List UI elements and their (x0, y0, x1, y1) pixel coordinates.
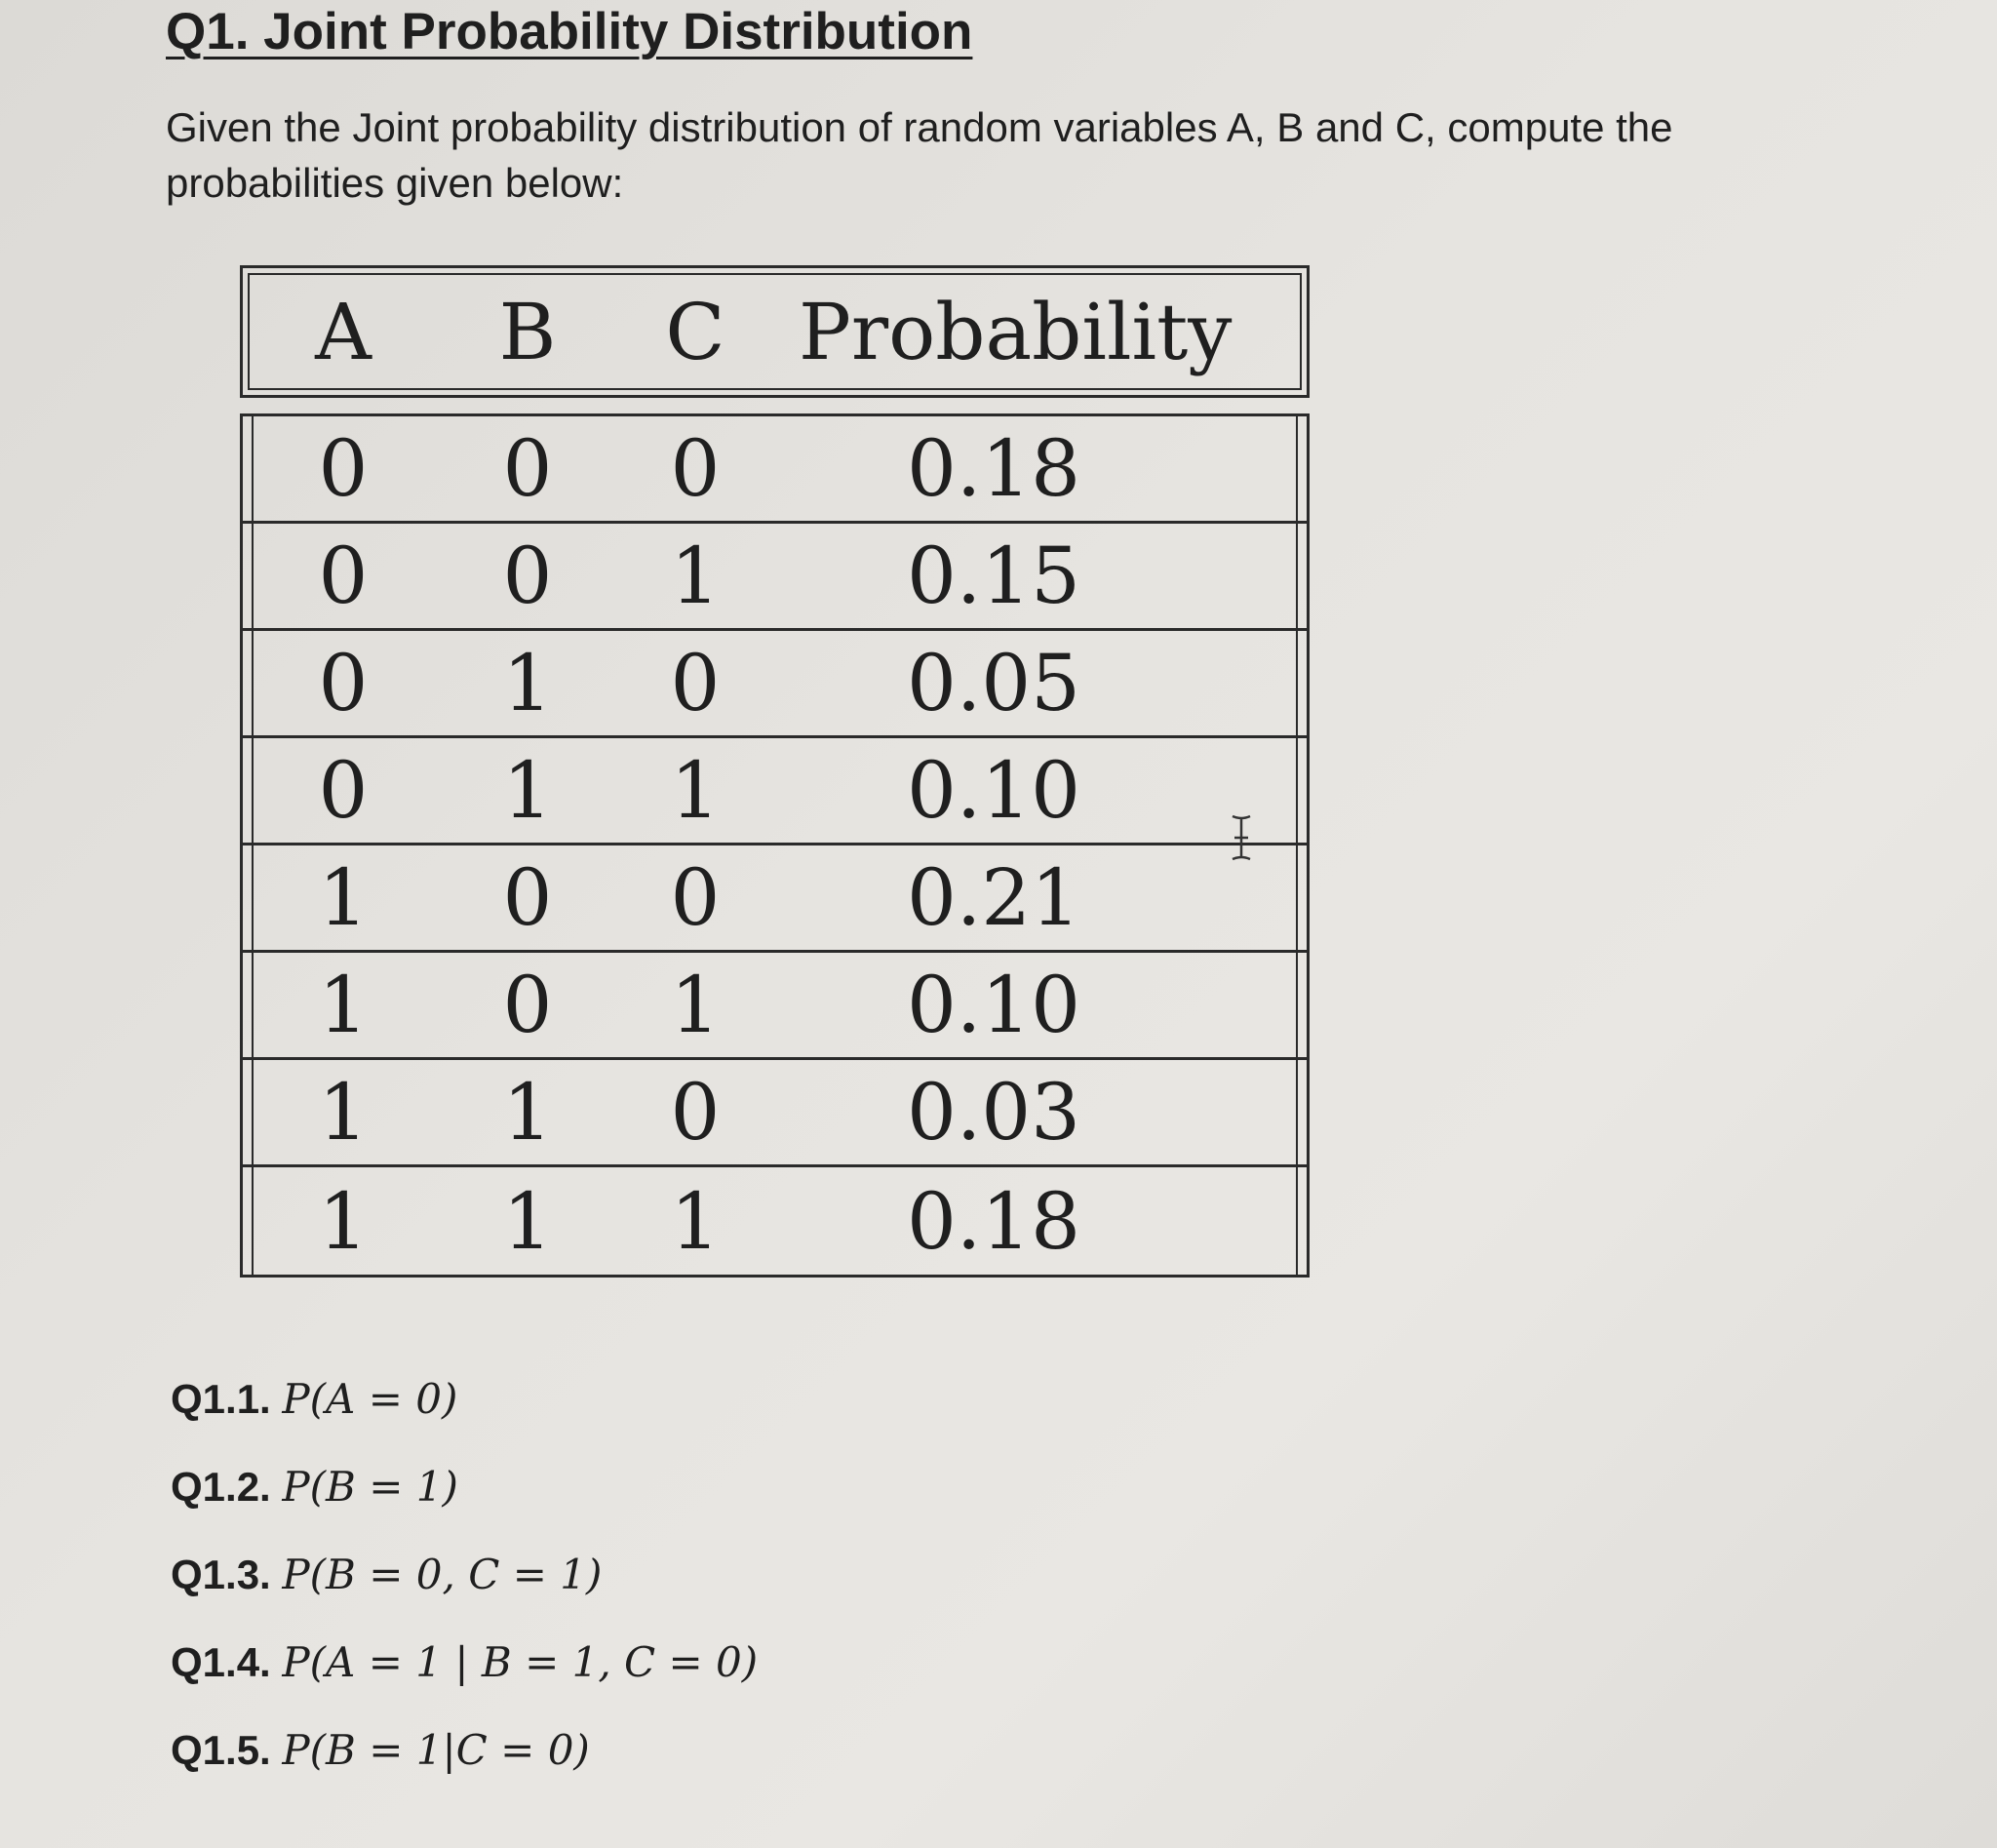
header-b: B (498, 286, 557, 377)
cell-a: 1 (318, 1067, 369, 1158)
cell-b: 0 (502, 423, 553, 514)
table-row (243, 416, 1307, 524)
page-title: Q1. Joint Probability Distribution (166, 3, 973, 60)
question-item (171, 1463, 758, 1551)
cell-a: 0 (318, 531, 369, 621)
question-list (171, 1375, 758, 1814)
question-label: Q1.4. (171, 1639, 271, 1685)
question-item (171, 1638, 758, 1726)
cell-c: 0 (670, 1067, 721, 1158)
probability-table (240, 265, 1310, 1278)
question-expression: P(A = 1 | B = 1, C = 0) (282, 1638, 759, 1686)
header-a: A (315, 286, 372, 377)
cell-a: 0 (318, 745, 369, 836)
cell-c: 1 (670, 960, 721, 1050)
question-item (171, 1551, 758, 1638)
table-row (243, 631, 1307, 738)
cell-b: 0 (502, 852, 553, 943)
cell-probability: 0.05 (906, 638, 1081, 728)
cell-probability: 0.03 (906, 1067, 1081, 1158)
cell-c: 1 (670, 745, 721, 836)
question-expression: P(B = 1|C = 0) (282, 1726, 590, 1774)
table-row (243, 953, 1307, 1060)
cell-c: 0 (670, 638, 721, 728)
question-item (171, 1726, 758, 1814)
table-row (243, 524, 1307, 631)
cell-b: 0 (502, 531, 553, 621)
cell-c: 1 (670, 1175, 721, 1267)
cell-a: 1 (318, 960, 369, 1050)
question-expression: P(A = 0) (282, 1375, 458, 1423)
table-row (243, 738, 1307, 845)
question-expression: P(B = 0, C = 1) (282, 1551, 603, 1598)
cell-probability: 0.15 (906, 531, 1081, 621)
cell-b: 1 (502, 1067, 553, 1158)
table-header (240, 265, 1310, 398)
table-row (243, 1060, 1307, 1167)
cell-probability: 0.10 (906, 960, 1081, 1050)
cell-c: 0 (670, 852, 721, 943)
intro-text: Given the Joint probability distribution of random variables A, B and C, compute the probabilities given below: (166, 104, 1673, 206)
cell-a: 0 (318, 638, 369, 728)
question-label: Q1.3. (171, 1552, 271, 1597)
cell-a: 1 (318, 852, 369, 943)
cell-c: 1 (670, 531, 721, 621)
cell-probability: 0.18 (906, 423, 1081, 514)
cell-probability: 0.21 (906, 852, 1081, 943)
cell-probability: 0.18 (906, 1175, 1081, 1267)
question-expression: P(B = 1) (282, 1463, 458, 1511)
cell-a: 1 (318, 1175, 369, 1267)
question-label: Q1.2. (171, 1464, 271, 1510)
cell-probability: 0.10 (906, 745, 1081, 836)
header-c: C (665, 286, 725, 377)
cell-b: 1 (502, 638, 553, 728)
table-row (243, 1167, 1307, 1275)
cell-b: 0 (502, 960, 553, 1050)
question-label: Q1.1. (171, 1376, 271, 1422)
text-cursor-icon (1227, 814, 1256, 861)
cell-a: 0 (318, 423, 369, 514)
cell-b: 1 (502, 745, 553, 836)
question-item (171, 1375, 758, 1463)
cell-b: 1 (502, 1175, 553, 1267)
header-probability: Probability (799, 286, 1233, 377)
table-row (243, 845, 1307, 953)
question-label: Q1.5. (171, 1727, 271, 1773)
table-body (240, 413, 1310, 1278)
cell-c: 0 (670, 423, 721, 514)
